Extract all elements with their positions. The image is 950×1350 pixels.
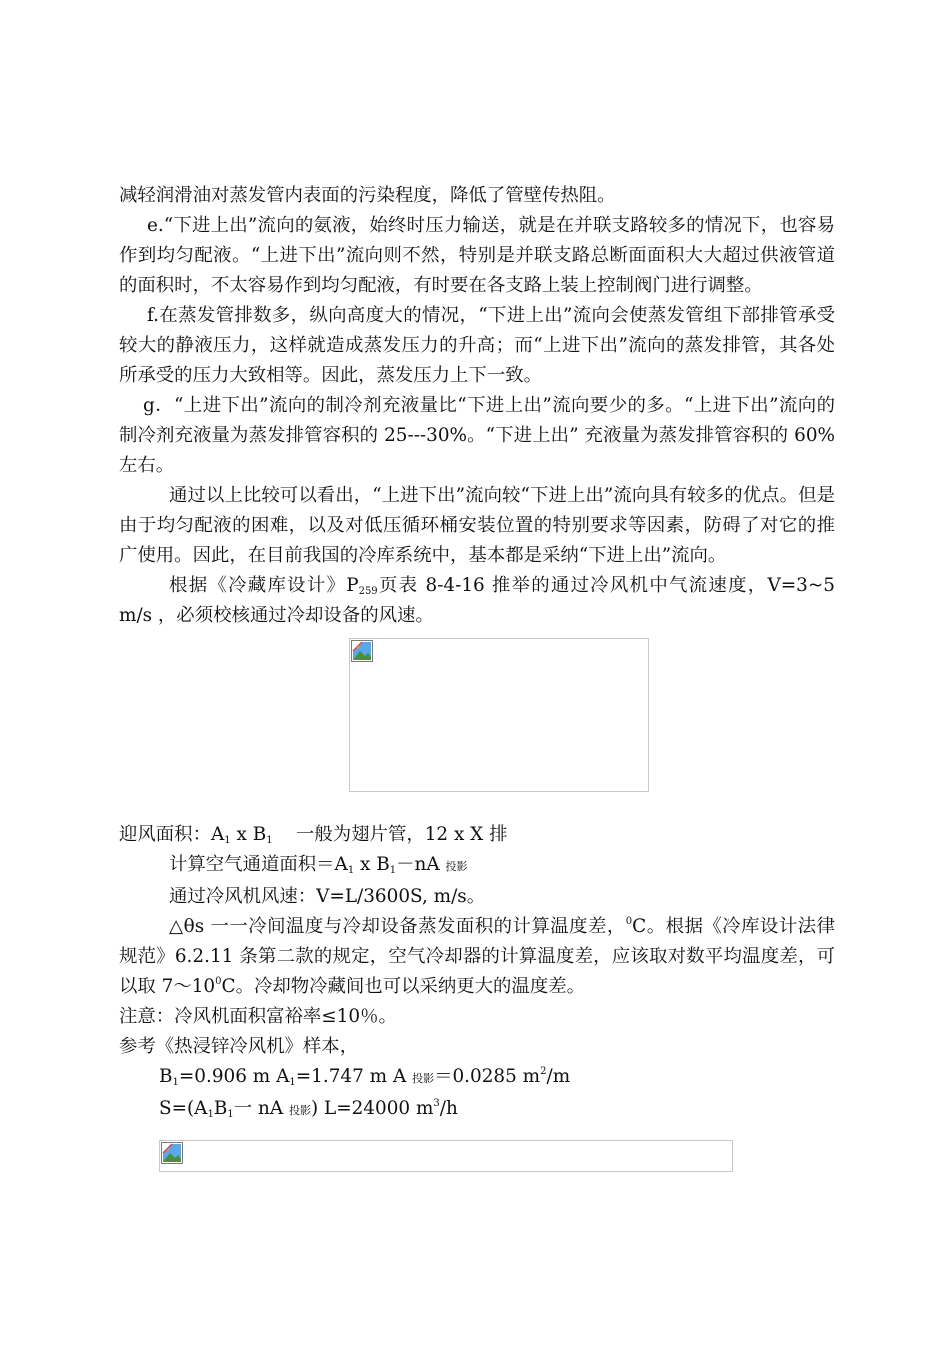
paragraph-1: 减轻润滑油对蒸发管内表面的污染程度，降低了管壁传热阻。 xyxy=(119,185,616,206)
text-run: /h xyxy=(439,1098,458,1119)
paragraph-summary: 通过以上比较可以看出，“上进下出”流向较“下进上出”流向具有较多的优点。但是由于均匀配液的困难，以及对低压循环桶安装位置的特别要求等因素，防碍了对它的推广使用。因此，在目前我国的冷库系统中，基本都是采纳“下进上出”流向。 xyxy=(119,485,835,566)
text-run: C。根据《冷库设计法律规范》6.2.11 条第二款的规定，空气冷却器的计算温度差，应该取对数平均温度差，可以取 7～10 xyxy=(119,916,836,997)
text-run: 计算空气通道面积＝A xyxy=(169,854,348,875)
subscript: 1 xyxy=(289,1077,296,1088)
text-run: =0.906 m A xyxy=(178,1066,290,1087)
subscript: 1 xyxy=(347,865,355,876)
paragraph-e: e.“下进上出”流向的氨液，始终时压力输送，就是在并联支路较多的情况下，也容易作到均匀配液。“上进下出”流向则不然，特别是并联支路总断面面积大大超过供液管道的面积时，不太容易作到均匀配液，有时要在各支路上装上控制阀门进行调整。 xyxy=(119,215,835,296)
text-run: x B xyxy=(360,854,390,875)
line-air-passage-area xyxy=(119,850,835,882)
subscript: 1 xyxy=(266,835,273,846)
text-run: S=(A xyxy=(159,1098,208,1119)
subscript: 1 xyxy=(227,1109,234,1120)
text-run: 根据《冷藏库设计》P xyxy=(169,575,359,596)
superscript: 0 xyxy=(215,976,222,987)
subscript-text: 投影 xyxy=(412,1072,435,1085)
broken-image-icon xyxy=(351,640,373,662)
subscript-text: 投影 xyxy=(445,860,468,873)
paragraph-airspeed xyxy=(119,571,835,631)
paragraph-temp-difference xyxy=(119,912,835,1002)
line-sample-values xyxy=(119,1062,835,1094)
image-placeholder-table xyxy=(159,1140,733,1172)
broken-image-icon xyxy=(161,1142,183,1164)
text-run: 一 nA xyxy=(233,1098,284,1119)
text-run: x B xyxy=(236,824,267,845)
text-run: －nA xyxy=(396,854,440,875)
text-run: =1.747 m A xyxy=(295,1066,407,1087)
superscript: 0 xyxy=(625,916,633,927)
subscript-text: 投影 xyxy=(288,1104,311,1117)
text-run: 迎风面积：A xyxy=(119,824,225,845)
text-run: B xyxy=(159,1066,173,1087)
subscript: 1 xyxy=(172,1077,179,1088)
text-run: /m xyxy=(546,1066,571,1087)
text-run: ) L=24000 m xyxy=(310,1098,434,1119)
line-reference: 参考《热浸锌冷风机》样本， xyxy=(119,1036,359,1057)
image-placeholder-cooler xyxy=(349,638,649,792)
text-run: 一般为翅片管，12 x X 排 xyxy=(295,824,508,845)
paragraph-f: f.在蒸发管排数多，纵向高度大的情况，“下进上出”流向会使蒸发管组下部排管承受较大的静液压力，这样就造成蒸发压力的升高；而“上进下出”流向的蒸发排管，其各处所承受的压力大致相等。因此，蒸发压力上下一致。 xyxy=(119,305,835,386)
paragraph-g: g．“上进下出”流向的制冷剂充液量比“下进上出”流向要少的多。“上进下出”流向的制冷剂充液量为蒸发排管容积的 25---30%。“下进上出” 充液量为蒸发排管容积的 60%左右。 xyxy=(119,395,835,476)
subscript: 1 xyxy=(389,865,397,876)
line-frontal-area xyxy=(119,820,835,850)
line-s-formula xyxy=(119,1094,835,1126)
text-run: ＝0.0285 m xyxy=(434,1066,541,1087)
superscript: 2 xyxy=(540,1066,547,1077)
line-note: 注意：冷风机面积富裕率≤10％。 xyxy=(119,1006,397,1027)
document-body xyxy=(119,181,835,1172)
subscript: 259 xyxy=(358,586,378,597)
subscript: 1 xyxy=(207,1109,214,1120)
text-run: △θs 一一冷间温度与冷却设备蒸发面积的计算温度差， xyxy=(169,916,626,937)
text-run: C。冷却物冷藏间也可以采纳更大的温度差。 xyxy=(221,976,585,997)
line-fan-speed: 通过冷风机风速：V=L/3600S, m/s。 xyxy=(169,886,486,907)
superscript: 3 xyxy=(433,1098,440,1109)
subscript: 1 xyxy=(224,835,231,846)
text-run: 页表 8-4-16 推举的通过冷风机中气流速度，V=3~5 m/s ，必须校核通过冷却设备的风速。 xyxy=(119,575,835,626)
text-run: B xyxy=(213,1098,228,1119)
